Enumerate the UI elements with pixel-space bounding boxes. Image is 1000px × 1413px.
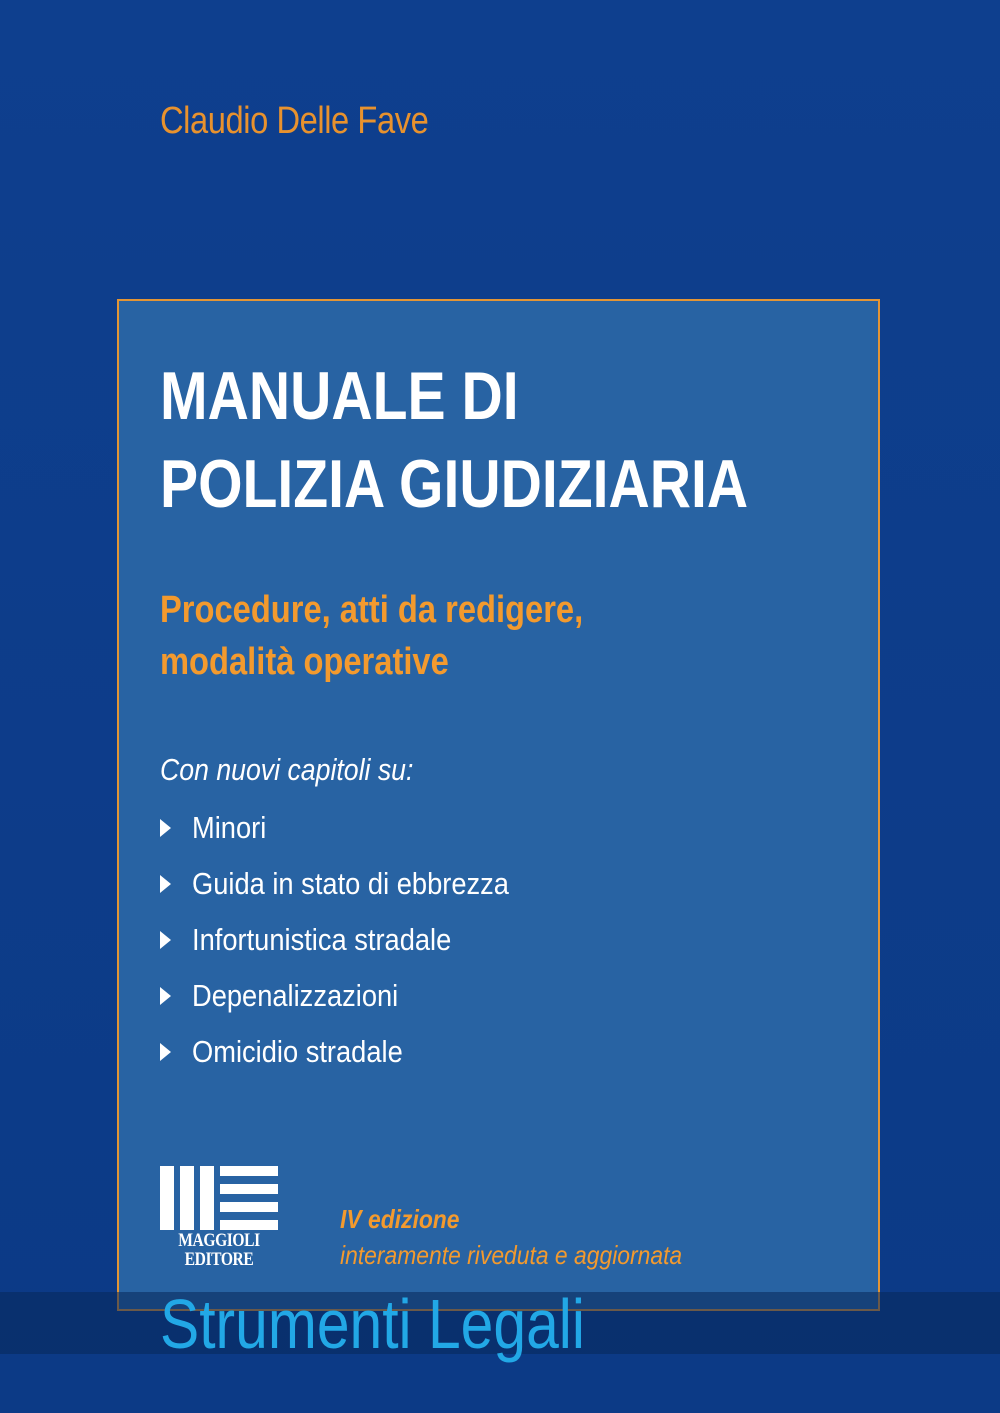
topic-item (160, 856, 552, 912)
topic-item (160, 1024, 552, 1080)
publisher-name-line-1: MAGGIOLI (178, 1230, 260, 1251)
subtitle-line-2: modalità operative (160, 641, 449, 683)
title-line-1: MANUALE DI (160, 358, 519, 434)
triangle-right-icon (160, 875, 171, 893)
topic-label: Omicidio stradale (192, 1034, 403, 1069)
subtitle-line-1: Procedure, atti da redigere, (160, 589, 584, 631)
topic-item (160, 912, 552, 968)
topics-intro: Con nuovi capitoli su: (160, 752, 414, 787)
author-name: Claudio Delle Fave (160, 100, 429, 142)
maggioli-logo-icon (160, 1166, 278, 1230)
edition-label: IV edizione (340, 1204, 460, 1234)
title-line-2: POLIZIA GIUDIZIARIA (160, 446, 749, 522)
edition-note: interamente riveduta e aggiornata (340, 1240, 683, 1270)
series-name: Strumenti Legali (160, 1285, 585, 1363)
triangle-right-icon (160, 931, 171, 949)
triangle-right-icon (160, 987, 171, 1005)
publisher-logo (157, 1166, 281, 1270)
triangle-right-icon (160, 1043, 171, 1061)
topic-label: Guida in stato di ebbrezza (192, 866, 509, 901)
topic-item (160, 968, 552, 1024)
publisher-name-line-2: EDITORE (184, 1249, 254, 1270)
topic-label: Depenalizzazioni (192, 978, 399, 1013)
book-title (160, 352, 748, 528)
triangle-right-icon (160, 819, 171, 837)
topics-list (160, 800, 552, 1080)
topic-label: Minori (192, 810, 267, 845)
topic-item (160, 800, 552, 856)
topic-label: Infortunistica stradale (192, 922, 452, 957)
book-subtitle (160, 584, 583, 688)
